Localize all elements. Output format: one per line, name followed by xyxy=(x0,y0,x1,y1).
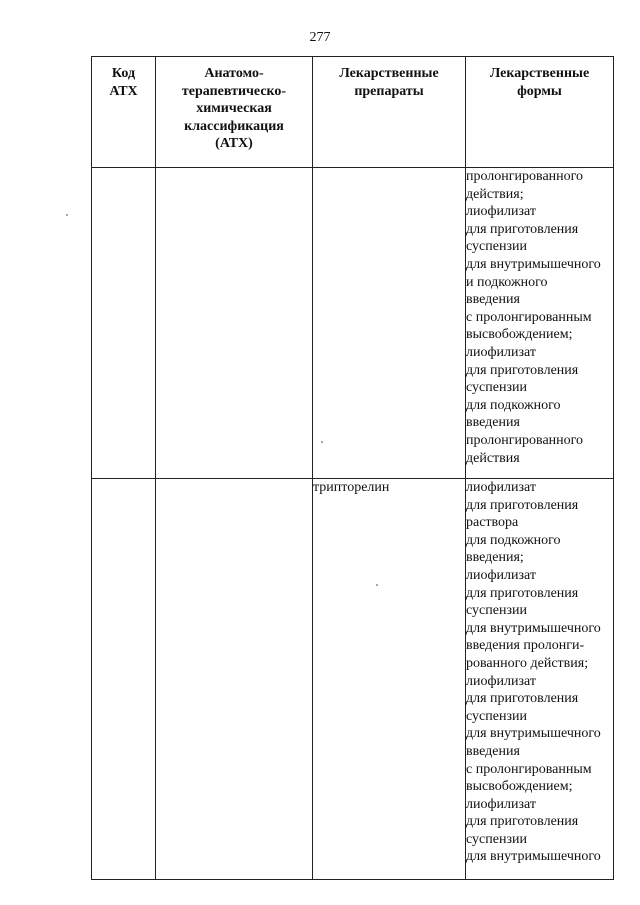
cell-forms xyxy=(466,168,614,479)
cell-drug xyxy=(313,168,466,479)
form-line: действия; xyxy=(466,186,524,202)
atx-table xyxy=(91,56,614,880)
cell-drug: трипторелин xyxy=(313,479,466,880)
form-line: рованного действия; xyxy=(466,655,589,671)
form-line: для приготовления xyxy=(466,497,579,513)
form-line: для подкожного xyxy=(466,397,561,413)
form-line: лиофилизат xyxy=(466,344,537,360)
form-line: суспензии xyxy=(466,380,527,396)
form-line: введения; xyxy=(466,550,524,566)
form-line: с пролонгированным xyxy=(466,761,592,777)
form-line: действия xyxy=(466,450,520,466)
form-line: высвобождением; xyxy=(466,779,573,795)
form-line: с пролонгированным xyxy=(466,309,592,325)
cell-forms xyxy=(466,479,614,880)
form-line: для внутримышечного xyxy=(466,849,601,865)
form-line: для приготовления xyxy=(466,585,579,601)
form-line: для приготовления xyxy=(466,362,579,378)
form-line: суспензии xyxy=(466,708,527,724)
header-classification: Анатомо- терапевтическо- химическая классификация (АТХ) xyxy=(156,57,313,168)
form-line: суспензии xyxy=(466,603,527,619)
cell-code xyxy=(92,479,156,880)
form-line: для приготовления xyxy=(466,814,579,830)
form-line: суспензии xyxy=(466,831,527,847)
form-line: введения пролонги- xyxy=(466,638,585,654)
form-line: пролонгированного xyxy=(466,169,584,184)
table-row xyxy=(92,479,614,880)
form-line: лиофилизат xyxy=(466,204,537,220)
form-line: для внутримышечного xyxy=(466,726,601,742)
form-line: пролонгированного xyxy=(466,432,584,448)
form-line: раствора xyxy=(466,515,519,531)
form-line: лиофилизат xyxy=(466,673,537,689)
form-line: для подкожного xyxy=(466,532,561,548)
cell-code xyxy=(92,168,156,479)
form-line: для внутримышечного xyxy=(466,620,601,636)
form-line: лиофилизат xyxy=(466,567,537,583)
scan-speck xyxy=(66,214,68,216)
form-line: и подкожного xyxy=(466,274,548,290)
table-header-row xyxy=(92,57,614,168)
form-line: суспензии xyxy=(466,239,527,255)
form-line: для приготовления xyxy=(466,221,579,237)
form-line: для внутримышечного xyxy=(466,256,601,272)
cell-classification xyxy=(156,168,313,479)
form-line: для приготовления xyxy=(466,691,579,707)
form-line: введения xyxy=(466,292,520,308)
header-code: Код АТХ xyxy=(92,57,156,168)
form-line: лиофилизат xyxy=(466,796,537,812)
form-line: введения xyxy=(466,415,520,431)
form-line: введения xyxy=(466,743,520,759)
header-drugs: Лекарственные препараты xyxy=(313,57,466,168)
page-number: 277 xyxy=(309,30,331,45)
table-row xyxy=(92,168,614,479)
form-line: лиофилизат xyxy=(466,480,537,495)
form-line: высвобождением; xyxy=(466,327,573,343)
header-forms: Лекарственные формы xyxy=(466,57,614,168)
cell-classification xyxy=(156,479,313,880)
